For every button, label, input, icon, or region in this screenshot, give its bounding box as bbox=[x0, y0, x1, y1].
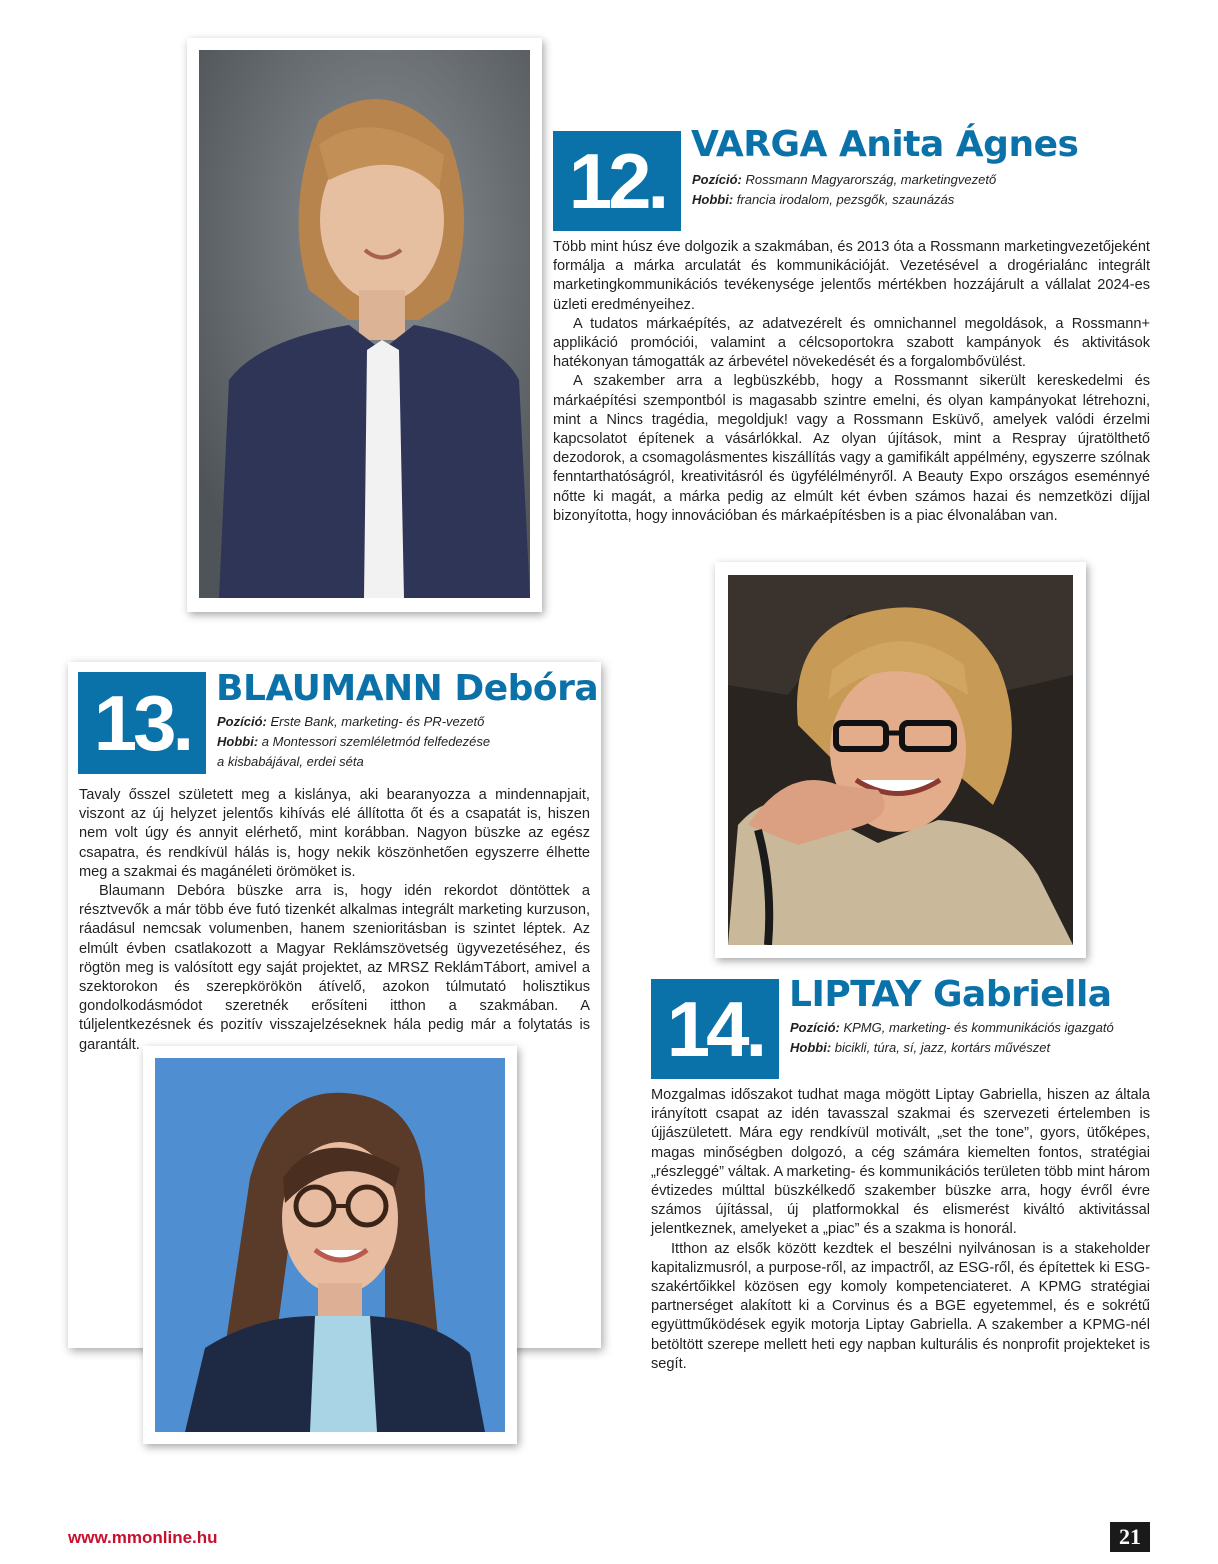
position-label: Pozíció: bbox=[692, 172, 742, 187]
position-row bbox=[790, 1018, 1114, 1038]
position-label: Pozíció: bbox=[790, 1020, 840, 1035]
hobby-row bbox=[217, 732, 490, 752]
name-liptay: LIPTAY Gabriella bbox=[789, 974, 1112, 1015]
rank-number-14: 14. bbox=[651, 979, 779, 1079]
paragraph: A tudatos márkaépítés, az adatvezérelt és omnichannel megoldások, a Rossmann+ applikáció promóciói, valamint a célcsoportokra szabott kampányok és aktivitások hatékonyan támogatták az árbevétel növekedését és a forgalombővülést. bbox=[553, 315, 1150, 371]
paragraph: Tavaly ősszel született meg a kislánya, aki bearanyozza a mindennapjait, viszont az új helyzet jelentős kihívás elé állította őt és a csapatát is, hiszen nem volt úgy és annyit elérhető, mint korábban. Nagyon büszke az egész csapatra, és rendkívül hálás is, hogy nekik köszönhetően egyszerre élhette meg a szakmai és magánéleti örömöket is. bbox=[79, 787, 590, 880]
hobby-label: Hobbi: bbox=[217, 734, 259, 749]
position-value: KPMG, marketing- és kommunikációs igazgató bbox=[843, 1020, 1114, 1035]
position-label: Pozíció: bbox=[217, 714, 267, 729]
rank-number-13: 13. bbox=[78, 672, 206, 774]
hobby-value: a Montessori szemléletmód felfedezése bbox=[261, 734, 491, 749]
meta-liptay bbox=[790, 1018, 1114, 1058]
hobby-row bbox=[790, 1038, 1114, 1058]
portrait-photo-blaumann bbox=[155, 1058, 505, 1432]
paragraph: Több mint húsz éve dolgozik a szakmában, és 2013 óta a Rossmann marketingvezetőjeként formálja a márka arculatát és kommunikációját. Vezetésével a drogérialánc integrált marketingkommunikációs tevékenysége jelentős mértékben hozzájárult a vállalat 2024-es üzleti eredményeihez. bbox=[553, 239, 1150, 313]
rank-number-12: 12. bbox=[553, 131, 681, 231]
hobby-label: Hobbi: bbox=[692, 192, 734, 207]
paragraph: Blaumann Debóra büszke arra is, hogy idén rekordot döntöttek a résztvevők a már több éve futó tizenkét alkalmas integrált marketing kurzuson, ráadásul nemcsak volumenben, hanem szenioritásban is szintet léptek. Az elmúlt évben csatlakozott a Magyar Reklámszövetség ügyvezetéséhez, és rögtön meg is valósított egy saját projektet, az MRSZ ReklámTábort, amivel a szektorokon és szerepkörökön átívelő, azokon túlmutató holisztikus gondolkodásmódot szeretnék erősíteni itthon a szakmában. A túljelentkezésnek és pozitív visszajelzéseknek hála pedig már a folytatás is garantált. bbox=[79, 883, 590, 1053]
hobby-row bbox=[692, 190, 996, 210]
portrait-photo-liptay bbox=[728, 575, 1073, 945]
name-varga: VARGA Anita Ágnes bbox=[691, 124, 1079, 165]
paragraph: Itthon az elsők között kezdtek el beszélni nyilvánosan is a stakeholder kapitalizmusról, a purpose-ről, az impactről, az ESG-ről, és építettek ki ESG-szakértőikkel közösen egy komoly kompetenciateret. A KPMG stratégiai partnerséget alakított ki a Corvinus és a BGE egyetemmel, és e sokrétű együttműködések egyik motorja Liptay Gabriella. A szakember a KPMG-nél betöltött szerepe mellett heti egy napban kulturális és nonprofit projekteket is segít. bbox=[651, 1240, 1150, 1372]
photo-frame-varga bbox=[187, 38, 542, 612]
paragraph: Mozgalmas időszakot tudhat maga mögött Liptay Gabriella, hiszen az általa irányított csapat az idén tavasszal szakmai és szervezeti értelemben is újjászületett. Mára egy rendkívül motivált, „set the tone”, gyors, ütőképes, magas minőségben dolgozó, a cég számára kiemelten fontos, stratégiai „részleggé” váltak. A marketing- és kommunikációs területen több mint három évtizedes múlttal büszkélkedő szakember büszke arra, hogy évről évre számos újítással, új platformokkal és elismerést kiváltó aktivitással jelentkeznek, amelyeket a „piac” és a szakma is honorál. bbox=[651, 1087, 1150, 1238]
photo-frame-liptay bbox=[715, 562, 1086, 958]
paragraph: A szakember arra a legbüszkébb, hogy a Rossmannt sikerült kereskedelmi és márkaépítési szempontból is magasabb szintre emelni, és olyan kampányokat létrehozni, mint a Nincs tragédia, megoldjuk! vagy a Rossmann Esküvő, amelyek valódi érzelmi kapcsolatot építenek a vásárlókkal. Az olyan újítások, mint a Respray újratölthető dezodorok, a csomagolásmentes kiszállítás vagy a gamifikált appélmény, egyszerre szólnak fenntarthatóságról, kreativitásról és ügyfélélményről. A Beauty Expo országos eseménnyé nőtte ki magát, a márka pedig az elmúlt két évben számos hazai és nemzetközi díjjal bizonyította, hogy innovációban és márkaépítésben is a piac élvonalában van. bbox=[553, 373, 1150, 524]
meta-varga bbox=[692, 170, 996, 210]
article-body-blaumann bbox=[79, 786, 590, 1055]
photo-frame-blaumann bbox=[143, 1046, 517, 1444]
hobby-row-2: a kisbabájával, erdei séta bbox=[217, 754, 364, 769]
page-number: 21 bbox=[1110, 1522, 1150, 1552]
position-value: Erste Bank, marketing- és PR-vezető bbox=[270, 714, 485, 729]
position-row bbox=[692, 170, 996, 190]
article-body-liptay bbox=[651, 1086, 1150, 1374]
hobby-value: bicikli, túra, sí, jazz, kortárs művészet bbox=[834, 1040, 1051, 1055]
position-row bbox=[217, 712, 490, 732]
position-value: Rossmann Magyarország, marketingvezető bbox=[745, 172, 997, 187]
footer-website-link[interactable]: www.mmonline.hu bbox=[68, 1528, 218, 1547]
name-blaumann: BLAUMANN Debóra bbox=[216, 668, 599, 709]
hobby-label: Hobbi: bbox=[790, 1040, 832, 1055]
portrait-photo-varga bbox=[199, 50, 530, 598]
meta-blaumann bbox=[217, 712, 490, 772]
article-body-varga bbox=[553, 238, 1150, 526]
hobby-value: francia irodalom, pezsgők, szaunázás bbox=[736, 192, 955, 207]
